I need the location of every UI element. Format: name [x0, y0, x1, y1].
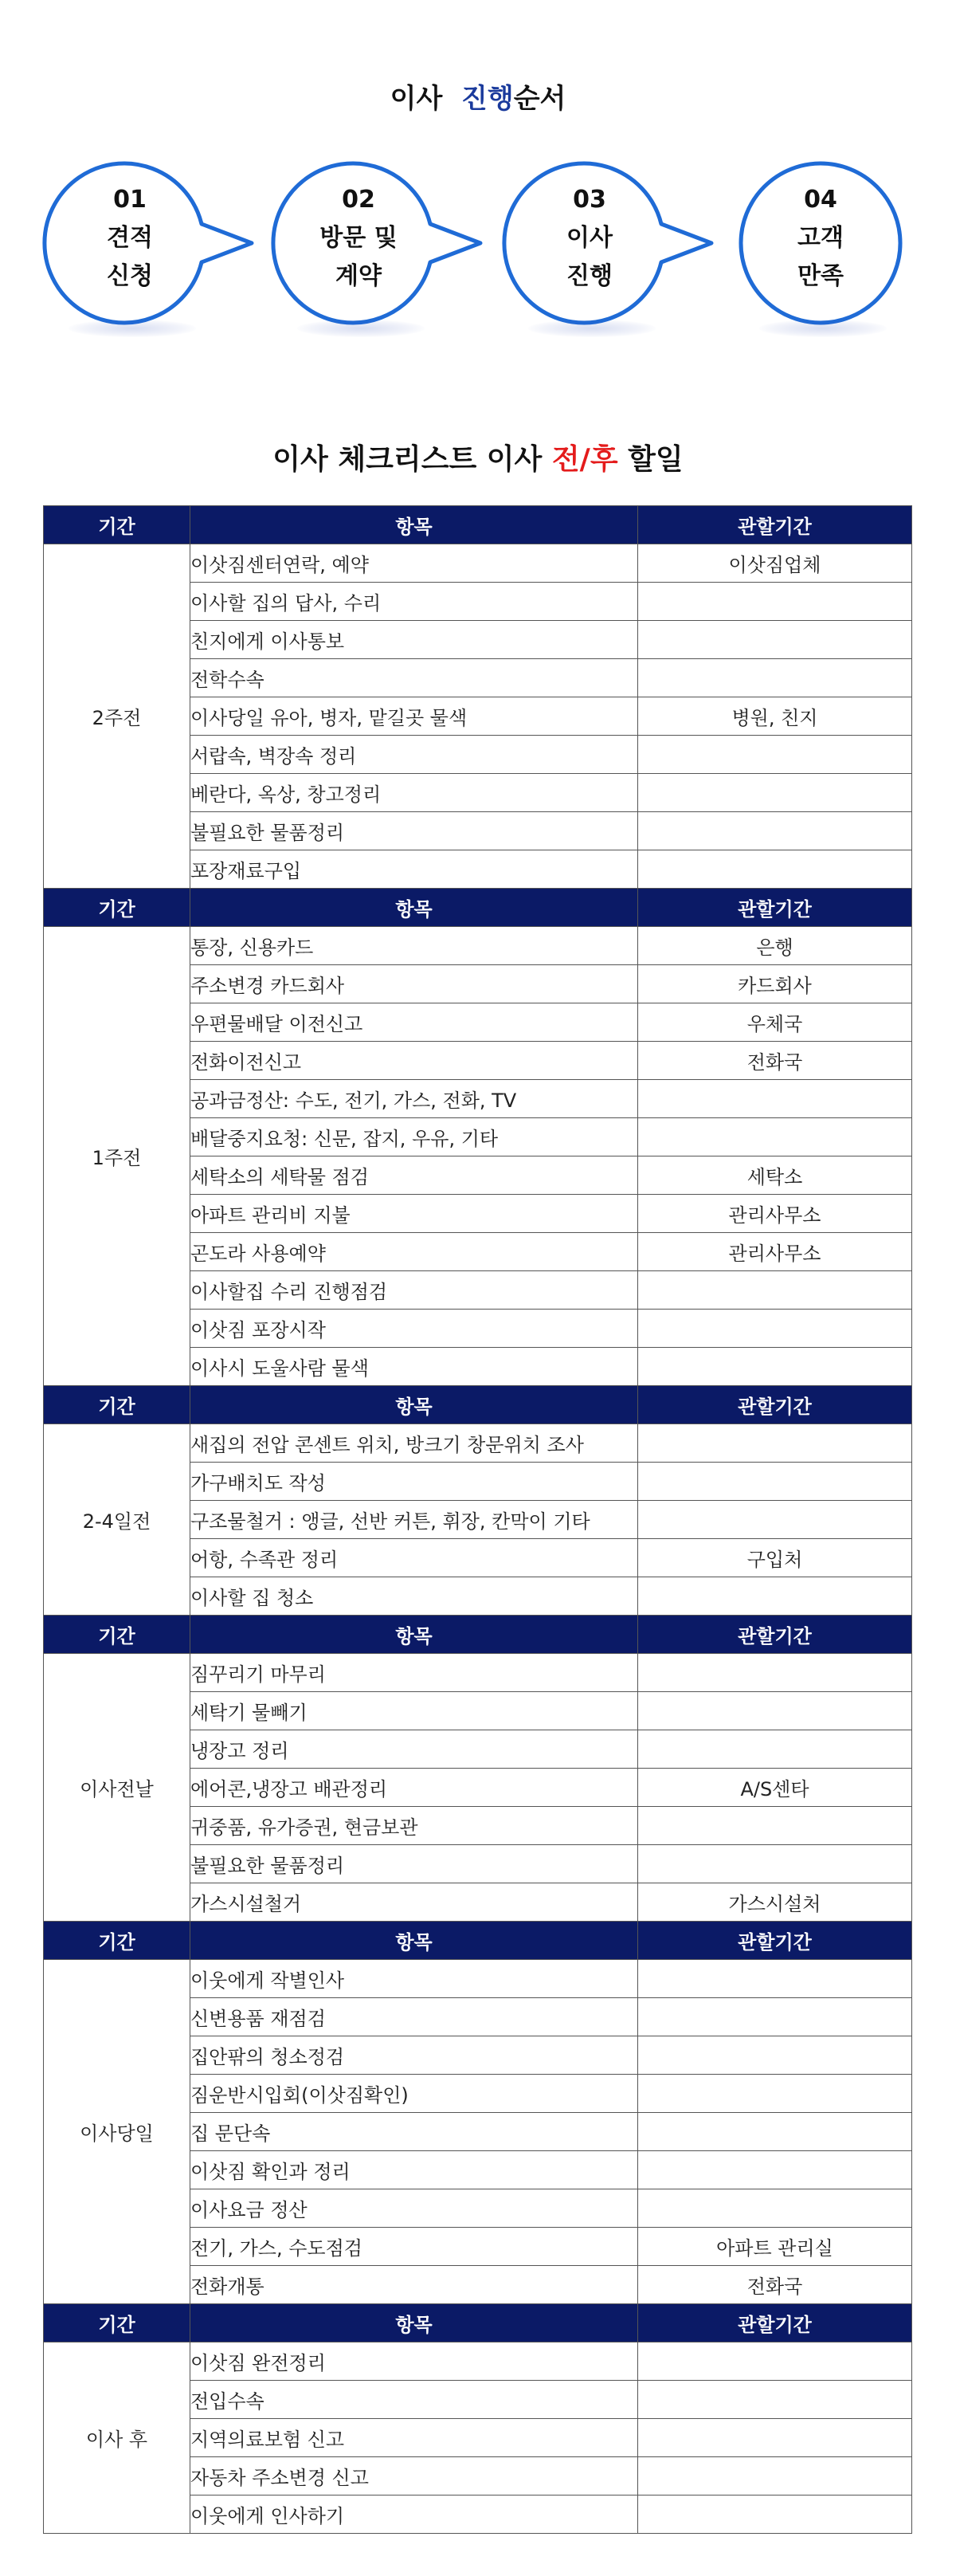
item-cell: 가구배치도 작성	[190, 1463, 638, 1501]
checklist-title-accent: 전/후	[551, 443, 618, 476]
table-row	[44, 544, 912, 583]
process-title-prefix: 이사	[390, 83, 443, 115]
item-cell: 이삿짐 포장시작	[190, 1310, 638, 1348]
item-cell: 아파트 관리비 지불	[190, 1195, 638, 1233]
item-cell: 세탁소의 세탁물 점검	[190, 1156, 638, 1195]
step-shadow	[69, 320, 196, 337]
header-org: 관할기간	[638, 1616, 912, 1654]
org-cell	[638, 659, 912, 697]
item-cell: 짐꾸리기 마무리	[190, 1654, 638, 1692]
org-cell: 전화국	[638, 2266, 912, 2304]
header-item: 항목	[190, 889, 638, 927]
org-cell	[638, 1998, 912, 2036]
process-step-text	[506, 181, 673, 296]
step-label-line1: 고객	[797, 224, 844, 252]
org-cell	[638, 2113, 912, 2151]
header-period: 기간	[44, 1616, 190, 1654]
item-cell: 주소변경 카드회사	[190, 965, 638, 1003]
item-cell: 구조물철거 : 앵글, 선반 커튼, 휘장, 칸막이 기타	[190, 1501, 638, 1539]
step-label-line2: 만족	[797, 262, 844, 290]
item-cell: 우편물배달 이전신고	[190, 1003, 638, 1042]
org-cell	[638, 1118, 912, 1156]
org-cell: 세탁소	[638, 1156, 912, 1195]
org-cell	[638, 1960, 912, 1998]
org-cell	[638, 1310, 912, 1348]
table-header-row	[44, 1386, 912, 1424]
org-cell	[638, 1730, 912, 1769]
org-cell	[638, 1654, 912, 1692]
org-cell: 이삿짐업체	[638, 544, 912, 583]
table-header-row	[44, 2304, 912, 2342]
item-cell: 지역의료보험 신고	[190, 2419, 638, 2457]
item-cell: 서랍속, 벽장속 정리	[190, 736, 638, 774]
table-header-row	[44, 1616, 912, 1654]
org-cell	[638, 621, 912, 659]
item-cell: 불필요한 물품정리	[190, 1845, 638, 1883]
item-cell: 전화개통	[190, 2266, 638, 2304]
item-cell: 에어콘,냉장고 배관정리	[190, 1769, 638, 1807]
step-label-line1: 이사	[566, 224, 613, 252]
step-number: 03	[573, 186, 606, 214]
process-step-1	[46, 155, 221, 331]
org-cell	[638, 2151, 912, 2189]
item-cell: 집 문단속	[190, 2113, 638, 2151]
period-cell: 이사당일	[44, 1960, 190, 2304]
item-cell: 이삿짐 확인과 정리	[190, 2151, 638, 2189]
item-cell: 이사요금 정산	[190, 2189, 638, 2228]
org-cell	[638, 2496, 912, 2534]
checklist-title	[0, 437, 956, 477]
item-cell: 새집의 전압 콘센트 위치, 방크기 창문위치 조사	[190, 1424, 638, 1463]
process-title-accent: 진행	[460, 83, 514, 115]
org-cell	[638, 2457, 912, 2496]
checklist-table	[43, 505, 912, 2534]
table-header-row	[44, 1922, 912, 1960]
org-cell	[638, 1692, 912, 1730]
org-cell	[638, 1463, 912, 1501]
org-cell	[638, 1271, 912, 1310]
step-number: 04	[804, 186, 837, 214]
item-cell: 이사당일 유아, 병자, 맡길곳 물색	[190, 697, 638, 736]
org-cell	[638, 1845, 912, 1883]
process-step-4	[737, 155, 912, 331]
org-cell	[638, 583, 912, 621]
org-cell	[638, 1080, 912, 1118]
org-cell: 구입처	[638, 1539, 912, 1577]
item-cell: 세탁기 물빼기	[190, 1692, 638, 1730]
org-cell	[638, 1501, 912, 1539]
item-cell: 이웃에게 작별인사	[190, 1960, 638, 1998]
step-label-line2: 신청	[107, 262, 153, 290]
checklist-title-suffix: 할일	[628, 443, 684, 476]
org-cell	[638, 2342, 912, 2381]
step-number: 01	[113, 186, 147, 214]
step-label-line2: 계약	[335, 262, 382, 290]
org-cell: A/S센타	[638, 1769, 912, 1807]
item-cell: 이사할집 수리 진행점검	[190, 1271, 638, 1310]
item-cell: 친지에게 이사통보	[190, 621, 638, 659]
process-steps	[0, 155, 956, 363]
org-cell	[638, 774, 912, 812]
header-item: 항목	[190, 506, 638, 544]
org-cell	[638, 2075, 912, 2113]
org-cell	[638, 1807, 912, 1845]
item-cell: 전학수속	[190, 659, 638, 697]
org-cell	[638, 736, 912, 774]
item-cell: 자동차 주소변경 신고	[190, 2457, 638, 2496]
table-header-row	[44, 506, 912, 544]
item-cell: 전입수속	[190, 2381, 638, 2419]
item-cell: 베란다, 옥상, 창고정리	[190, 774, 638, 812]
org-cell	[638, 2036, 912, 2075]
process-step-3	[506, 155, 681, 331]
item-cell: 전기, 가스, 수도점검	[190, 2228, 638, 2266]
header-org: 관할기간	[638, 2304, 912, 2342]
org-cell	[638, 2189, 912, 2228]
item-cell: 짐운반시입회(이삿짐확인)	[190, 2075, 638, 2113]
header-period: 기간	[44, 889, 190, 927]
org-cell: 카드회사	[638, 965, 912, 1003]
period-cell: 2주전	[44, 544, 190, 889]
item-cell: 불필요한 물품정리	[190, 812, 638, 850]
header-period: 기간	[44, 2304, 190, 2342]
header-item: 항목	[190, 1386, 638, 1424]
checklist-title-prefix: 이사 체크리스트 이사	[272, 443, 543, 476]
org-cell	[638, 1348, 912, 1386]
item-cell: 이웃에게 인사하기	[190, 2496, 638, 2534]
org-cell	[638, 850, 912, 889]
item-cell: 이사할 집의 답사, 수리	[190, 583, 638, 621]
process-title-suffix: 순서	[513, 83, 566, 115]
header-item: 항목	[190, 1922, 638, 1960]
table-header-row	[44, 889, 912, 927]
step-shadow	[759, 320, 887, 337]
item-cell: 통장, 신용카드	[190, 927, 638, 965]
process-step-text	[46, 181, 214, 296]
item-cell: 이사할 집 청소	[190, 1577, 638, 1616]
org-cell	[638, 2419, 912, 2457]
header-period: 기간	[44, 506, 190, 544]
process-step-text	[737, 181, 904, 296]
item-cell: 포장재료구입	[190, 850, 638, 889]
org-cell: 우체국	[638, 1003, 912, 1042]
org-cell	[638, 1577, 912, 1616]
table-row	[44, 927, 912, 965]
step-label-line1: 방문 및	[319, 224, 398, 252]
step-shadow	[297, 320, 425, 337]
table-row	[44, 1654, 912, 1692]
table-row	[44, 2342, 912, 2381]
step-label-line1: 견적	[107, 224, 153, 252]
header-item: 항목	[190, 1616, 638, 1654]
org-cell: 전화국	[638, 1042, 912, 1080]
item-cell: 이삿짐 완전정리	[190, 2342, 638, 2381]
process-step-2	[275, 155, 450, 331]
org-cell	[638, 2381, 912, 2419]
item-cell: 곤도라 사용예약	[190, 1233, 638, 1271]
org-cell: 관리사무소	[638, 1195, 912, 1233]
item-cell: 귀중품, 유가증권, 현금보관	[190, 1807, 638, 1845]
item-cell: 배달중지요청: 신문, 잡지, 우유, 기타	[190, 1118, 638, 1156]
org-cell	[638, 812, 912, 850]
table-row	[44, 1424, 912, 1463]
process-step-text	[275, 181, 442, 296]
period-cell: 이사전날	[44, 1654, 190, 1922]
table-row	[44, 1960, 912, 1998]
period-cell: 1주전	[44, 927, 190, 1386]
header-period: 기간	[44, 1922, 190, 1960]
header-org: 관할기간	[638, 889, 912, 927]
org-cell: 병원, 친지	[638, 697, 912, 736]
step-label-line2: 진행	[566, 262, 613, 290]
checklist-body	[44, 506, 912, 2534]
header-period: 기간	[44, 1386, 190, 1424]
item-cell: 신변용품 재점검	[190, 1998, 638, 2036]
org-cell: 아파트 관리실	[638, 2228, 912, 2266]
period-cell: 이사 후	[44, 2342, 190, 2534]
org-cell: 가스시설처	[638, 1883, 912, 1922]
step-number: 02	[342, 186, 375, 214]
header-org: 관할기간	[638, 1922, 912, 1960]
org-cell	[638, 1424, 912, 1463]
header-org: 관할기간	[638, 1386, 912, 1424]
header-item: 항목	[190, 2304, 638, 2342]
period-cell: 2-4일전	[44, 1424, 190, 1616]
header-org: 관할기간	[638, 506, 912, 544]
item-cell: 이사시 도울사람 물색	[190, 1348, 638, 1386]
org-cell: 은행	[638, 927, 912, 965]
item-cell: 가스시설철거	[190, 1883, 638, 1922]
item-cell: 냉장고 정리	[190, 1730, 638, 1769]
item-cell: 전화이전신고	[190, 1042, 638, 1080]
item-cell: 어항, 수족관 정리	[190, 1539, 638, 1577]
item-cell: 공과금정산: 수도, 전기, 가스, 전화, TV	[190, 1080, 638, 1118]
process-title	[0, 77, 956, 116]
item-cell: 이삿짐센터연락, 예약	[190, 544, 638, 583]
step-shadow	[528, 320, 656, 337]
org-cell: 관리사무소	[638, 1233, 912, 1271]
item-cell: 집안팎의 청소정검	[190, 2036, 638, 2075]
